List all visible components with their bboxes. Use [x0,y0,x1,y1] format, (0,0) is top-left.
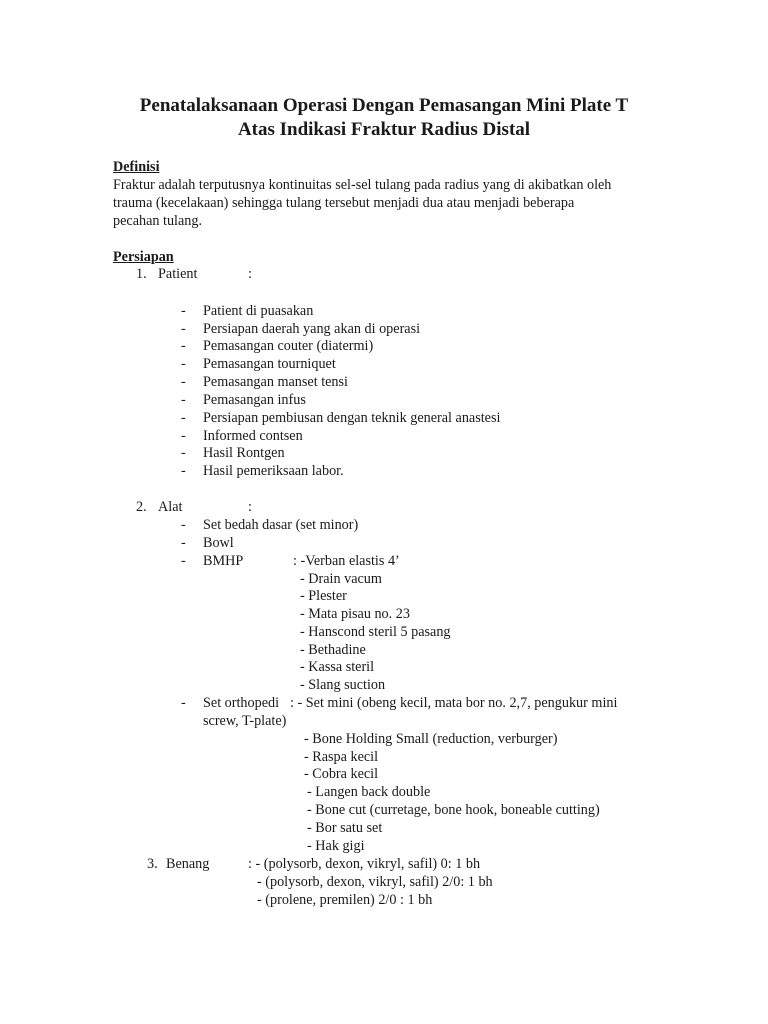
list-dash: - [181,695,186,711]
patient-item: Hasil pemeriksaan labor. [203,463,344,479]
bmhp-item: - Hanscond steril 5 pasang [300,624,451,640]
patient-item: Informed contsen [203,428,303,444]
ortho-item: - Bor satu set [307,820,383,836]
patient-colon: : [248,266,252,282]
patient-item: Pemasangan manset tensi [203,374,348,390]
bmhp-item: - Mata pisau no. 23 [300,606,410,622]
list-number: 1. [136,266,147,282]
bmhp-item: - Bethadine [300,642,366,658]
alat-item: Bowl [203,535,234,551]
list-dash: - [181,303,186,319]
definisi-text-line: trauma (kecelakaan) sehingga tulang tersebut menjadi dua atau menjadi beberapa [113,195,575,211]
alat-label: Alat [158,499,183,515]
definisi-text-line: Fraktur adalah terputusnya kontinuitas sel-sel tulang pada radius yang di akibatkan oleh [113,177,612,193]
alat-colon: : [248,499,252,515]
ortho-item: - Langen back double [307,784,431,800]
patient-item: Pemasangan tourniquet [203,356,336,372]
ortho-item: - Bone cut (curretage, bone hook, boneable cutting) [307,802,600,818]
bmhp-item: - Plester [300,588,347,604]
patient-label: Patient [158,266,198,282]
bmhp-label: BMHP [203,553,244,569]
bmhp-item: - Kassa steril [300,659,375,675]
document-title-line-1: Penatalaksanaan Operasi Dengan Pemasangan Mini Plate T [139,95,629,116]
list-dash: - [181,321,186,337]
list-dash: - [181,463,186,479]
ortho-item-wrap: screw, T-plate) [203,713,287,729]
patient-item: Pemasangan couter (diatermi) [203,338,374,354]
list-dash: - [181,338,186,354]
list-number: 2. [136,499,147,515]
ortho-item: - Cobra kecil [304,766,379,782]
list-dash: - [181,374,186,390]
list-dash: - [181,356,186,372]
bmhp-item: : -Verban elastis 4’ [293,553,400,569]
benang-item: - (polysorb, dexon, vikryl, safil) 2/0: 1 bh [257,874,493,890]
document-title-line-2: Atas Indikasi Fraktur Radius Distal [237,119,531,140]
patient-item: Pemasangan infus [203,392,306,408]
patient-item: Persiapan daerah yang akan di operasi [203,321,421,337]
list-dash: - [181,410,186,426]
list-number: 3. [147,856,158,872]
list-dash: - [181,517,186,533]
benang-label: Benang [166,856,210,872]
benang-item: : - (polysorb, dexon, vikryl, safil) 0: 1 bh [248,856,481,872]
alat-item: Set bedah dasar (set minor) [203,517,359,533]
bmhp-item: - Drain vacum [300,571,382,587]
bmhp-item: - Slang suction [300,677,386,693]
list-dash: - [181,535,186,551]
patient-item: Persiapan pembiusan dengan teknik general anastesi [203,410,501,426]
definisi-text-line: pecahan tulang. [113,213,203,229]
ortho-item: - Hak gigi [307,838,365,854]
list-dash: - [181,445,186,461]
ortho-item: - Raspa kecil [304,749,379,765]
ortho-item: : - Set mini (obeng kecil, mata bor no. 2,7, pengukur mini [290,695,618,711]
patient-item: Hasil Rontgen [203,445,285,461]
patient-item: Patient di puasakan [203,303,314,319]
list-dash: - [181,392,186,408]
definisi-heading: Definisi [113,159,160,175]
list-dash: - [181,553,186,569]
ortho-item: - Bone Holding Small (reduction, verburger) [304,731,558,747]
persiapan-heading: Persiapan [113,249,174,265]
benang-item: - (prolene, premilen) 2/0 : 1 bh [257,892,433,908]
ortho-label: Set orthopedi [203,695,280,711]
list-dash: - [181,428,186,444]
